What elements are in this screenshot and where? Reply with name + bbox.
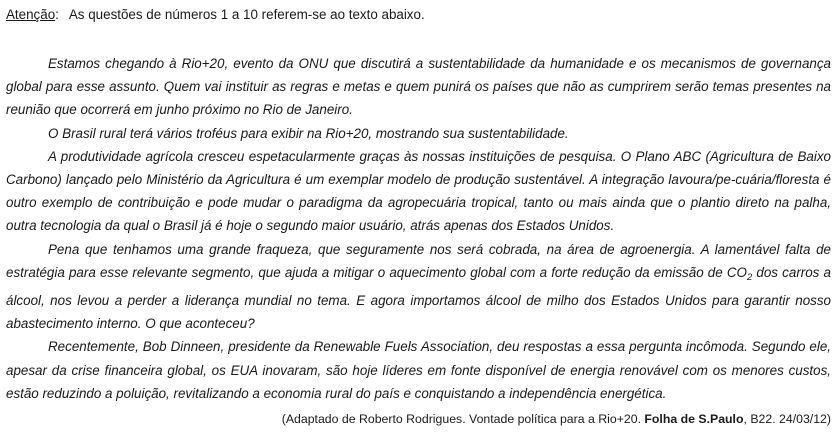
- attention-label: Atenção: [6, 7, 56, 22]
- co2-subscript: 2: [746, 271, 753, 283]
- paragraph-4: [6, 238, 831, 336]
- citation-suffix: , B22. 24/03/12): [743, 412, 831, 426]
- attention-separator: :: [55, 7, 59, 22]
- paragraph-4-before: Pena que tenhamos uma grande fraqueza, que seguramente nos será cobrada, na área de agroenergia. A lamentável falta de estratégia para esse relevante segmento, que ajuda a mitigar o aquecimento global com a forte redução da emissão de CO: [6, 241, 831, 280]
- source-citation: [282, 411, 831, 427]
- paragraph-1: Estamos chegando à Rio+20, evento da ONU que discutirá a sustentabilidade da humanidade e os mecanismos de governança global para esse assunto. Quem vai instituir as regras e metas e quem punirá os países que não as cumprirem serão temas presentes na reunião que ocorrerá em junho próximo no Rio de Janeiro.: [6, 56, 831, 118]
- paragraph-3: A produtividade agrícola cresceu espetacularmente graças às nossas instituições de pesquisa. O Plano ABC (Agricultura de Baixo Carbono) lançado pelo Ministério da Agricultura é um exemplar modelo de produção sustentável. A integração lavoura/pe-cuária/floresta é outro exemplo de contribuição e pode mudar o paradigma da agropecuária tropical, tanto ou mais ainda que o plantio direto na palha, outra tecnologia da qual o Brasil já é hoje o segundo maior usuário, atrás apenas dos Estados Unidos.: [6, 148, 831, 234]
- paragraph-5: Recentemente, Bob Dinneen, presidente da Renewable Fuels Association, deu respostas a essa pergunta incômoda. Segundo ele, apesar da crise financeira global, os EUA inovaram, são hoje líderes em fonte disponível de energia renovável com os menores custos, estão reduzindo a poluição, revitalizando a economia rural do país e conquistando a independência energética.: [6, 339, 831, 401]
- citation-publication: Folha de S.Paulo: [644, 412, 744, 426]
- instruction-text: As questões de números 1 a 10 referem-se ao texto abaixo.: [68, 7, 425, 22]
- instruction-header: [6, 6, 425, 24]
- article-text: [6, 52, 831, 405]
- paragraph-2: O Brasil rural terá vários troféus para exibir na Rio+20, mostrando sua sustentabilidade.: [48, 125, 569, 141]
- citation-prefix: (Adaptado de Roberto Rodrigues. Vontade política para a Rio+20.: [281, 412, 645, 426]
- paragraph-4-after: dos carros a álcool, nos levou a perder a liderança mundial no tema. E agora importamos álcool de milho dos Estados Unidos para garantir nosso abastecimento interno. O que aconteceu?: [6, 264, 831, 332]
